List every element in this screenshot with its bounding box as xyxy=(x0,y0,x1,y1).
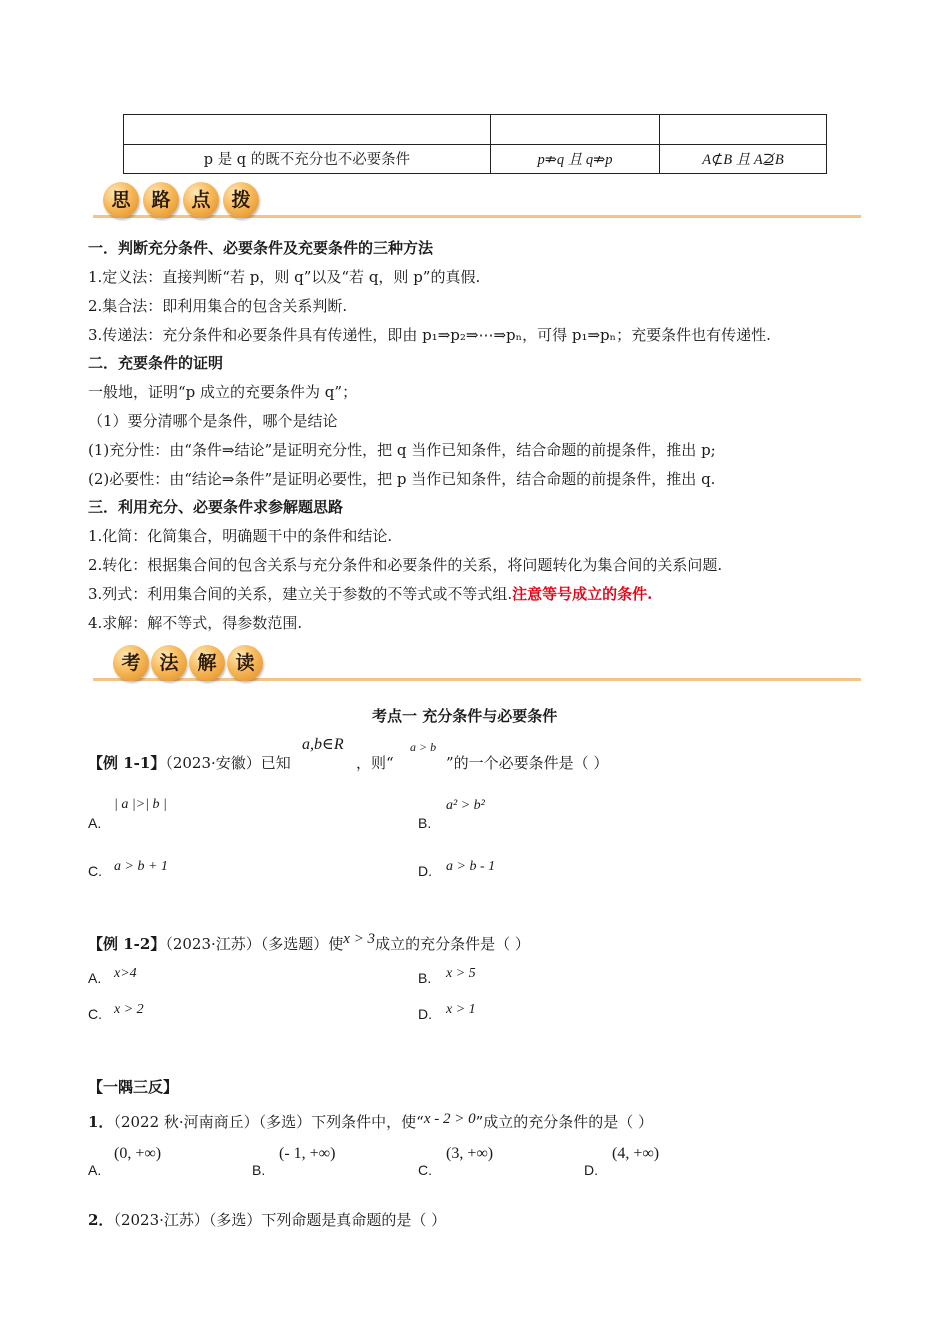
table-row xyxy=(124,115,827,145)
option-text: a > b - 1 xyxy=(446,859,496,874)
math-expression: x > 3 xyxy=(343,931,376,947)
banner-char: 思 xyxy=(103,182,139,218)
math-condition: a,b∈R xyxy=(302,736,344,753)
banner-char: 拨 xyxy=(223,182,259,218)
list-item: (1)充分性：由“条件⇒结论”是证明充分性，把 q 当作已知条件，结合命题的前提条件，推出 p; xyxy=(88,441,716,459)
example-stem xyxy=(88,752,291,773)
option-text: x > 1 xyxy=(446,1002,476,1017)
option-text: x > 5 xyxy=(446,966,476,981)
math-expression: x - 2 > 0 xyxy=(423,1111,476,1127)
example-source: （2023·安徽）已知 xyxy=(165,754,291,772)
option-letter[interactable]: C. xyxy=(88,1006,102,1022)
table-cell xyxy=(124,115,491,145)
list-item: 一般地，证明“p 成立的充要条件为 q”； xyxy=(88,383,358,401)
question-text: （2023·江苏）（多选）下列命题是真命题的是（ ） xyxy=(113,1211,447,1229)
option-letter[interactable]: C. xyxy=(418,1162,432,1178)
option-text: a² > b² xyxy=(446,798,485,813)
option-letter[interactable]: C. xyxy=(88,863,102,879)
list-item: 2.集合法：即利用集合的包含关系判断. xyxy=(88,297,348,315)
list-item xyxy=(88,583,652,604)
example-label: 【例 1-1】 xyxy=(88,754,166,772)
table-cell xyxy=(660,115,827,145)
example-stem-tail: ”的一个必要条件是（ ） xyxy=(446,754,609,772)
table-cell: A⊄B 且 A⊉B xyxy=(660,144,827,174)
example-stem-tail: 成立的充分条件是（ ） xyxy=(375,935,530,953)
option-text: | a |>| b | xyxy=(114,797,167,812)
question-number: 1． xyxy=(88,1113,114,1131)
list-item: 3.传递法：充分条件和必要条件具有传递性，即由 p₁⇒p₂⇒⋯⇒pₙ，可得 p₁⇒pₙ；充要条件也有传递性. xyxy=(88,326,771,344)
option-text: x>4 xyxy=(114,966,137,981)
list-item: （1）要分清哪个是条件，哪个是结论 xyxy=(88,412,338,430)
question-stem xyxy=(88,1209,446,1230)
question-number: 2． xyxy=(88,1211,114,1229)
option-text: (0, +∞) xyxy=(114,1145,162,1162)
option-letter[interactable]: D. xyxy=(418,863,432,879)
option-letter[interactable]: B. xyxy=(252,1162,266,1178)
option-text: (- 1, +∞) xyxy=(279,1145,336,1162)
example-stem xyxy=(88,933,530,954)
topic-title: 考点一 充分条件与必要条件 xyxy=(372,707,558,725)
banner-char: 解 xyxy=(189,645,225,681)
option-letter[interactable]: D. xyxy=(418,1006,432,1022)
banner-char: 路 xyxy=(143,182,179,218)
section-banner-kaofa xyxy=(93,645,861,689)
section-banner-silu xyxy=(93,182,861,226)
highlight-note: 注意等号成立的条件. xyxy=(512,585,653,603)
section-heading: 三．利用充分、必要条件求参解题思路 xyxy=(88,498,344,516)
table-cell: p⇏q 且 q⇏p xyxy=(491,144,660,174)
option-text: (3, +∞) xyxy=(446,1145,494,1162)
option-letter[interactable]: A. xyxy=(88,1162,102,1178)
banner-char: 法 xyxy=(151,645,187,681)
option-letter[interactable]: B. xyxy=(418,815,432,831)
list-item: 2.转化：根据集合间的包含关系与充分条件和必要条件的关系，将问题转化为集合间的关系问题. xyxy=(88,556,723,574)
list-item: 4.求解：解不等式，得参数范围. xyxy=(88,614,303,632)
list-item: 1.定义法：直接判断“若 p，则 q”以及“若 q，则 p”的真假. xyxy=(88,268,481,286)
math-expression: a > b xyxy=(410,740,437,754)
option-letter[interactable]: B. xyxy=(418,970,432,986)
option-letter[interactable]: A. xyxy=(88,815,102,831)
option-text: x > 2 xyxy=(114,1002,144,1017)
option-letter[interactable]: D. xyxy=(584,1162,598,1178)
table-cell xyxy=(491,115,660,145)
list-item-text: 3.列式：利用集合间的关系，建立关于参数的不等式或不等式组. xyxy=(88,585,513,603)
question-stem xyxy=(88,1111,653,1132)
condition-table xyxy=(123,114,827,174)
example-source: （2023·江苏）（多选题）使 xyxy=(165,935,344,953)
question-tail: ”成立的充分条件的是（ ） xyxy=(475,1113,654,1131)
banner-char: 考 xyxy=(113,645,149,681)
section-heading: 二．充要条件的证明 xyxy=(88,354,224,372)
option-text: (4, +∞) xyxy=(612,1145,660,1162)
banner-char: 点 xyxy=(183,182,219,218)
banner-char: 读 xyxy=(227,645,263,681)
list-item: 1.化简：化简集合，明确题干中的条件和结论. xyxy=(88,527,393,545)
table-cell: p 是 q 的既不充分也不必要条件 xyxy=(124,144,491,174)
example-stem-mid: ，则“ xyxy=(356,754,394,772)
list-item: (2)必要性：由“结论⇒条件”是证明必要性，把 p 当作已知条件，结合命题的前提条件，推出 q. xyxy=(88,470,716,488)
option-letter[interactable]: A. xyxy=(88,970,102,986)
example-label: 【例 1-2】 xyxy=(88,935,166,953)
table-row xyxy=(124,144,827,174)
option-text: a > b + 1 xyxy=(114,859,168,874)
section-heading: 一．判断充分条件、必要条件及充要条件的三种方法 xyxy=(88,239,434,257)
practice-heading: 【一隅三反】 xyxy=(88,1078,179,1096)
question-source: （2022 秋·河南商丘）（多选）下列条件中，使“ xyxy=(113,1113,424,1131)
